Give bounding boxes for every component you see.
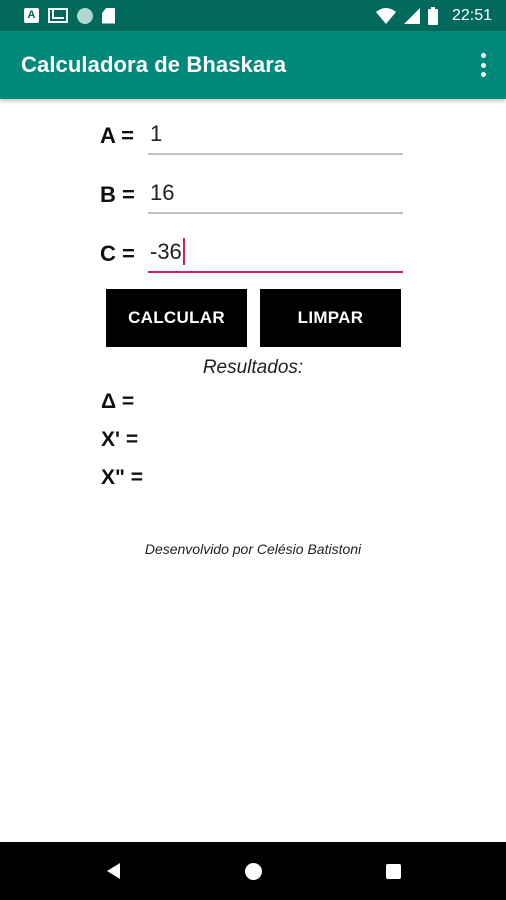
gmail-icon [48,8,68,23]
recents-icon [386,864,401,879]
system-icons [376,7,492,25]
input-b-value: 16 [150,180,175,205]
result-x2: X" = [101,466,144,489]
home-icon [245,863,262,880]
label-c: C = [100,241,135,266]
input-a[interactable] [148,115,403,155]
result-x1: X' = [101,428,139,451]
app-title: Calculadora de Bhaskara [21,52,287,77]
calcular-button[interactable]: CALCULAR [106,289,247,347]
limpar-button[interactable]: LIMPAR [260,289,401,347]
clock: 22:51 [451,6,492,24]
home-button[interactable] [223,842,283,900]
recents-button[interactable] [363,842,423,900]
result-delta: Δ = [101,390,135,413]
sd-card-icon [102,8,115,24]
field-row-a [100,115,403,155]
status-bar [0,0,506,31]
app-bar [0,31,506,99]
back-icon [107,863,120,879]
input-c-value: -36 [150,239,182,264]
circle-icon [77,8,93,24]
a-icon: A [24,8,39,23]
notification-icons [24,8,115,24]
signal-icon [404,8,420,24]
input-b[interactable] [148,174,403,214]
text-cursor [183,238,185,265]
developer-credit: Desenvolvido por Celésio Batistoni [144,541,362,557]
field-row-c [100,233,403,273]
results-title: Resultados: [202,357,304,378]
field-row-b [100,174,403,214]
label-a: A = [100,123,135,148]
input-c[interactable] [148,233,403,273]
input-a-value: 1 [150,121,163,146]
battery-icon [428,7,438,25]
more-vert-icon[interactable] [478,53,488,77]
wifi-icon [376,8,396,24]
label-b: B = [100,182,135,207]
navigation-bar [0,842,506,900]
back-button[interactable] [83,842,143,900]
